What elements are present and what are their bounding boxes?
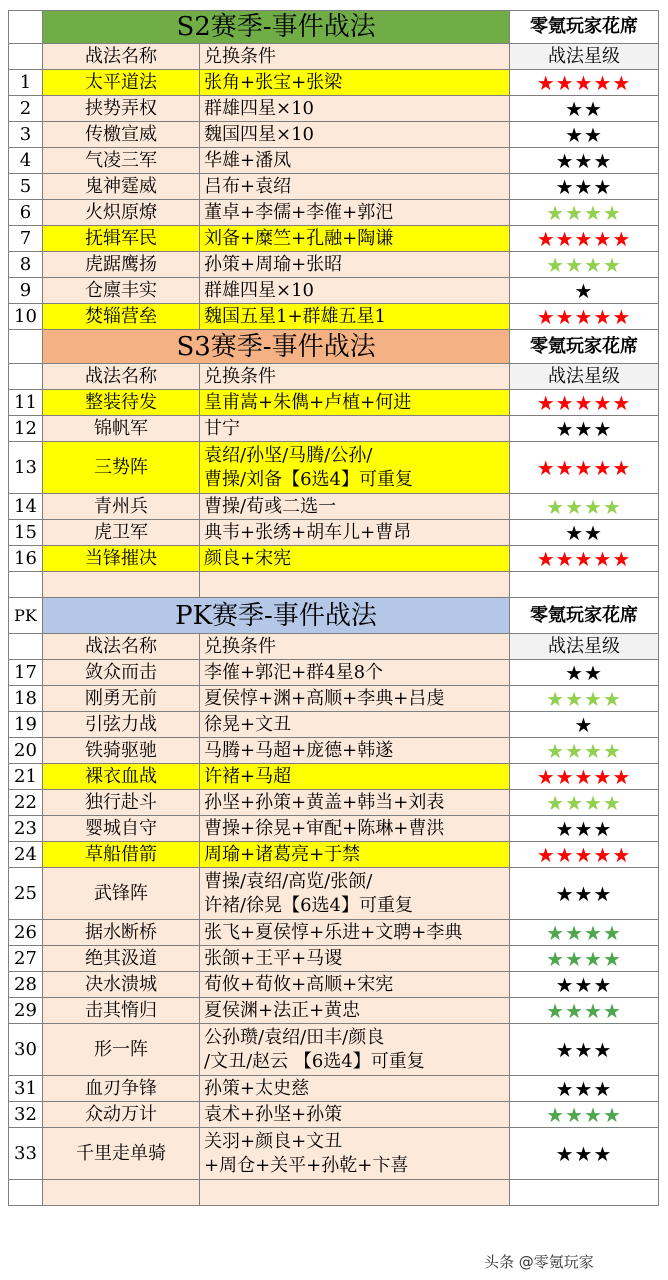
exchange-condition xyxy=(200,122,510,148)
star-rating: ★★★★★ xyxy=(510,70,659,96)
star-rating: ★★★★ xyxy=(510,998,659,1024)
watermark: 头条 @零氪玩家 xyxy=(480,1251,598,1272)
exchange-condition xyxy=(200,790,510,816)
condition-line: 群雄四星×10 xyxy=(204,97,314,119)
condition-line: 许褚/徐晃【6选4】可重复 xyxy=(204,894,413,916)
condition-line: 徐晃+文丑 xyxy=(204,713,292,735)
s3-brand: 零氪玩家花席 xyxy=(510,330,659,364)
exchange-condition xyxy=(200,390,510,416)
row-number: 18 xyxy=(9,686,43,712)
exchange-condition xyxy=(200,278,510,304)
exchange-condition xyxy=(200,1128,510,1180)
table-row xyxy=(9,442,659,494)
condition-line: 马腾+马超+庞德+韩遂 xyxy=(204,739,394,761)
exchange-condition xyxy=(200,712,510,738)
table-row xyxy=(9,946,659,972)
exchange-condition xyxy=(200,842,510,868)
star-rating: ★★★★ xyxy=(510,686,659,712)
strategy-name: 传檄宣威 xyxy=(43,122,200,148)
pk-header-cond: 兑换条件 xyxy=(200,634,510,660)
exchange-condition xyxy=(200,494,510,520)
s3-header-row xyxy=(9,364,659,390)
strategy-name: 婴城自守 xyxy=(43,816,200,842)
exchange-condition xyxy=(200,998,510,1024)
exchange-condition xyxy=(200,946,510,972)
condition-line: 关羽+颜良+文丑 xyxy=(204,1130,343,1152)
spacer-cell xyxy=(510,1180,659,1206)
star-rating: ★★★ xyxy=(510,174,659,200)
row-number: 8 xyxy=(9,252,43,278)
s2-season-title: S2赛季-事件战法 xyxy=(43,11,510,44)
table-row xyxy=(9,546,659,572)
table-row xyxy=(9,790,659,816)
condition-line: 许褚+马超 xyxy=(204,765,292,787)
row-number: 33 xyxy=(9,1128,43,1180)
star-rating: ★★★ xyxy=(510,416,659,442)
row-number: 17 xyxy=(9,660,43,686)
exchange-condition xyxy=(200,442,510,494)
table-row xyxy=(9,70,659,96)
star-rating: ★★★★★ xyxy=(510,764,659,790)
star-rating: ★★ xyxy=(510,122,659,148)
condition-line: 魏国四星×10 xyxy=(204,123,314,145)
row-number: 1 xyxy=(9,70,43,96)
spacer-cell xyxy=(9,1180,43,1206)
s2-brand: 零氪玩家花席 xyxy=(510,11,659,44)
condition-line: 袁术+孙坚+孙策 xyxy=(204,1103,343,1125)
strategy-name: 据水断桥 xyxy=(43,920,200,946)
table-row xyxy=(9,842,659,868)
row-number: 22 xyxy=(9,790,43,816)
row-number: 6 xyxy=(9,200,43,226)
s2-header-num xyxy=(9,44,43,70)
row-number: 28 xyxy=(9,972,43,998)
table-row xyxy=(9,252,659,278)
star-rating: ★★ xyxy=(510,96,659,122)
condition-line: 颜良+宋宪 xyxy=(204,547,292,569)
s3-header-num xyxy=(9,364,43,390)
star-rating: ★★★ xyxy=(510,148,659,174)
table-row xyxy=(9,96,659,122)
strategy-name: 气凌三军 xyxy=(43,148,200,174)
star-rating: ★★★ xyxy=(510,868,659,920)
s3-header-stars: 战法星级 xyxy=(510,364,659,390)
table-row xyxy=(9,278,659,304)
row-number: 32 xyxy=(9,1102,43,1128)
strategy-name: 当锋摧决 xyxy=(43,546,200,572)
condition-line: 公孙瓒/袁绍/田丰/颜良 xyxy=(204,1026,385,1048)
table-row xyxy=(9,738,659,764)
star-rating: ★ xyxy=(510,712,659,738)
row-number: 27 xyxy=(9,946,43,972)
star-rating: ★★★ xyxy=(510,1024,659,1076)
row-number: 14 xyxy=(9,494,43,520)
table-row xyxy=(9,1076,659,1102)
condition-line: 皇甫嵩+朱儁+卢植+何进 xyxy=(204,391,412,413)
star-rating: ★★ xyxy=(510,660,659,686)
table-row xyxy=(9,226,659,252)
table-row xyxy=(9,868,659,920)
condition-line: 华雄+潘凤 xyxy=(204,149,292,171)
strategy-name: 太平道法 xyxy=(43,70,200,96)
exchange-condition xyxy=(200,1076,510,1102)
strategy-name: 引弦力战 xyxy=(43,712,200,738)
exchange-condition xyxy=(200,546,510,572)
row-number: 29 xyxy=(9,998,43,1024)
table-row xyxy=(9,122,659,148)
exchange-condition xyxy=(200,252,510,278)
s2-header-cond: 兑换条件 xyxy=(200,44,510,70)
star-rating: ★★★★ xyxy=(510,252,659,278)
condition-line: 张角+张宝+张梁 xyxy=(204,71,343,93)
strategy-name: 武锋阵 xyxy=(43,868,200,920)
strategy-name: 刚勇无前 xyxy=(43,686,200,712)
exchange-condition xyxy=(200,520,510,546)
condition-line: 刘备+糜竺+孔融+陶谦 xyxy=(204,227,394,249)
star-rating: ★★★★ xyxy=(510,494,659,520)
strategy-name: 独行赴斗 xyxy=(43,790,200,816)
pk-season-label: PK xyxy=(9,598,43,634)
spacer-cell xyxy=(9,572,43,598)
condition-line: 魏国五星1+群雄五星1 xyxy=(204,305,386,327)
strategy-name: 草船借箭 xyxy=(43,842,200,868)
exchange-condition xyxy=(200,1102,510,1128)
strategy-name: 青州兵 xyxy=(43,494,200,520)
pk-header-row xyxy=(9,634,659,660)
exchange-condition xyxy=(200,738,510,764)
condition-line: /文丑/赵云 【6选4】可重复 xyxy=(204,1050,425,1072)
s3-season-row xyxy=(9,330,659,364)
row-number: 11 xyxy=(9,390,43,416)
table-row xyxy=(9,686,659,712)
row-number: 20 xyxy=(9,738,43,764)
table-row xyxy=(9,998,659,1024)
table-row xyxy=(9,520,659,546)
pk-header-num xyxy=(9,634,43,660)
strategy-name: 鬼神霆威 xyxy=(43,174,200,200)
row-number: 26 xyxy=(9,920,43,946)
strategy-name: 敛众而击 xyxy=(43,660,200,686)
condition-line: 典韦+张绣+胡车儿+曹昂 xyxy=(204,521,412,543)
star-rating: ★★★★★ xyxy=(510,442,659,494)
table-row xyxy=(9,148,659,174)
table-row xyxy=(9,660,659,686)
exchange-condition xyxy=(200,200,510,226)
condition-line: 夏侯惇+渊+高顺+李典+吕虔 xyxy=(204,687,445,709)
row-number: 13 xyxy=(9,442,43,494)
row-number: 15 xyxy=(9,520,43,546)
star-rating: ★★★ xyxy=(510,1076,659,1102)
exchange-condition xyxy=(200,764,510,790)
strategy-name: 虎卫军 xyxy=(43,520,200,546)
table-row xyxy=(9,920,659,946)
s3-header-name: 战法名称 xyxy=(43,364,200,390)
exchange-condition xyxy=(200,70,510,96)
row-number: 25 xyxy=(9,868,43,920)
condition-line: 曹操/荀彧二选一 xyxy=(204,495,337,517)
spacer-row xyxy=(9,1180,659,1206)
row-number: 5 xyxy=(9,174,43,200)
pk-brand: 零氪玩家花席 xyxy=(510,598,659,634)
condition-line: 荀攸+荀攸+高顺+宋宪 xyxy=(204,973,394,995)
condition-line: 群雄四星×10 xyxy=(204,279,314,301)
condition-line: 夏侯渊+法正+黄忠 xyxy=(204,999,361,1021)
star-rating: ★★ xyxy=(510,520,659,546)
condition-line: 李傕+郭汜+群4星8个 xyxy=(204,661,384,683)
row-number: 10 xyxy=(9,304,43,330)
star-rating: ★★★ xyxy=(510,972,659,998)
table-row xyxy=(9,200,659,226)
strategy-name: 仓廪丰实 xyxy=(43,278,200,304)
s2-header-stars: 战法星级 xyxy=(510,44,659,70)
star-rating: ★★★★ xyxy=(510,738,659,764)
table-row xyxy=(9,304,659,330)
strategy-name: 火炽原燎 xyxy=(43,200,200,226)
exchange-condition xyxy=(200,1024,510,1076)
star-rating: ★★★★ xyxy=(510,1102,659,1128)
exchange-condition xyxy=(200,226,510,252)
strategy-table xyxy=(8,10,659,1206)
s3-season-label xyxy=(9,330,43,364)
star-rating: ★★★★★ xyxy=(510,226,659,252)
exchange-condition xyxy=(200,972,510,998)
exchange-condition xyxy=(200,920,510,946)
exchange-condition xyxy=(200,868,510,920)
table-row xyxy=(9,764,659,790)
condition-line: 董卓+李儒+李傕+郭汜 xyxy=(204,201,394,223)
spacer-cell xyxy=(200,1180,510,1206)
row-number: 19 xyxy=(9,712,43,738)
strategy-name: 众动万计 xyxy=(43,1102,200,1128)
spacer-cell xyxy=(510,572,659,598)
exchange-condition xyxy=(200,148,510,174)
spacer-cell xyxy=(200,572,510,598)
table-row xyxy=(9,712,659,738)
strategy-name: 三势阵 xyxy=(43,442,200,494)
pk-season-row xyxy=(9,598,659,634)
strategy-name: 血刃争锋 xyxy=(43,1076,200,1102)
strategy-name: 焚辎营垒 xyxy=(43,304,200,330)
star-rating: ★★★★ xyxy=(510,946,659,972)
condition-line: 张飞+夏侯惇+乐进+文聘+李典 xyxy=(204,921,463,943)
star-rating: ★★★ xyxy=(510,816,659,842)
condition-line: 周瑜+诸葛亮+于禁 xyxy=(204,843,361,865)
table-row xyxy=(9,416,659,442)
table-row xyxy=(9,1128,659,1180)
exchange-condition xyxy=(200,174,510,200)
strategy-name: 抚辑军民 xyxy=(43,226,200,252)
strategy-name: 击其惰归 xyxy=(43,998,200,1024)
condition-line: 孙策+周瑜+张昭 xyxy=(204,253,343,275)
row-number: 31 xyxy=(9,1076,43,1102)
star-rating: ★★★★★ xyxy=(510,842,659,868)
s2-season-label xyxy=(9,11,43,44)
strategy-name: 挟势弄权 xyxy=(43,96,200,122)
pk-header-stars: 战法星级 xyxy=(510,634,659,660)
condition-line: 吕布+袁绍 xyxy=(204,175,292,197)
table-row xyxy=(9,390,659,416)
exchange-condition xyxy=(200,816,510,842)
condition-line: 张颌+王平+马谡 xyxy=(204,947,343,969)
exchange-condition xyxy=(200,304,510,330)
s3-season-title: S3赛季-事件战法 xyxy=(43,330,510,364)
s2-season-row xyxy=(9,11,659,44)
row-number: 23 xyxy=(9,816,43,842)
condition-line: 孙坚+孙策+黄盖+韩当+刘表 xyxy=(204,791,445,813)
exchange-condition xyxy=(200,416,510,442)
pk-season-title: PK赛季-事件战法 xyxy=(43,598,510,634)
row-number: 30 xyxy=(9,1024,43,1076)
exchange-condition xyxy=(200,686,510,712)
condition-line: 曹操/刘备【6选4】可重复 xyxy=(204,468,413,490)
star-rating: ★★★ xyxy=(510,1128,659,1180)
spacer-cell xyxy=(43,1180,200,1206)
s2-header-row xyxy=(9,44,659,70)
strategy-name: 锦帆军 xyxy=(43,416,200,442)
strategy-name: 铁骑驱驰 xyxy=(43,738,200,764)
row-number: 9 xyxy=(9,278,43,304)
table-row xyxy=(9,1024,659,1076)
star-rating: ★★★★★ xyxy=(510,304,659,330)
condition-line: 甘宁 xyxy=(204,417,240,439)
strategy-name: 裸衣血战 xyxy=(43,764,200,790)
table-row xyxy=(9,494,659,520)
strategy-name: 整装待发 xyxy=(43,390,200,416)
exchange-condition xyxy=(200,96,510,122)
condition-line: 袁绍/孙坚/马腾/公孙/ xyxy=(204,444,373,466)
star-rating: ★★★★★ xyxy=(510,546,659,572)
strategy-name: 绝其汲道 xyxy=(43,946,200,972)
table-row xyxy=(9,1102,659,1128)
star-rating: ★★★★★ xyxy=(510,390,659,416)
star-rating: ★★★★ xyxy=(510,200,659,226)
strategy-name: 千里走单骑 xyxy=(43,1128,200,1180)
star-rating: ★★★★ xyxy=(510,920,659,946)
table-row xyxy=(9,816,659,842)
s3-header-cond: 兑换条件 xyxy=(200,364,510,390)
strategy-name: 决水溃城 xyxy=(43,972,200,998)
row-number: 7 xyxy=(9,226,43,252)
s2-header-name: 战法名称 xyxy=(43,44,200,70)
pk-header-name: 战法名称 xyxy=(43,634,200,660)
row-number: 24 xyxy=(9,842,43,868)
condition-line: 曹操/袁绍/高览/张颌/ xyxy=(204,870,373,892)
row-number: 16 xyxy=(9,546,43,572)
condition-line: 曹操+徐晃+审配+陈琳+曹洪 xyxy=(204,817,445,839)
condition-line: +周仓+关平+孙乾+卞喜 xyxy=(204,1154,409,1176)
row-number: 21 xyxy=(9,764,43,790)
table-row xyxy=(9,174,659,200)
star-rating: ★★★★ xyxy=(510,790,659,816)
row-number: 12 xyxy=(9,416,43,442)
star-rating: ★ xyxy=(510,278,659,304)
spacer-cell xyxy=(43,572,200,598)
row-number: 2 xyxy=(9,96,43,122)
spacer-row xyxy=(9,572,659,598)
row-number: 4 xyxy=(9,148,43,174)
strategy-name: 形一阵 xyxy=(43,1024,200,1076)
exchange-condition xyxy=(200,660,510,686)
table-row xyxy=(9,972,659,998)
row-number: 3 xyxy=(9,122,43,148)
condition-line: 孙策+太史慈 xyxy=(204,1077,310,1099)
strategy-name: 虎踞鹰扬 xyxy=(43,252,200,278)
